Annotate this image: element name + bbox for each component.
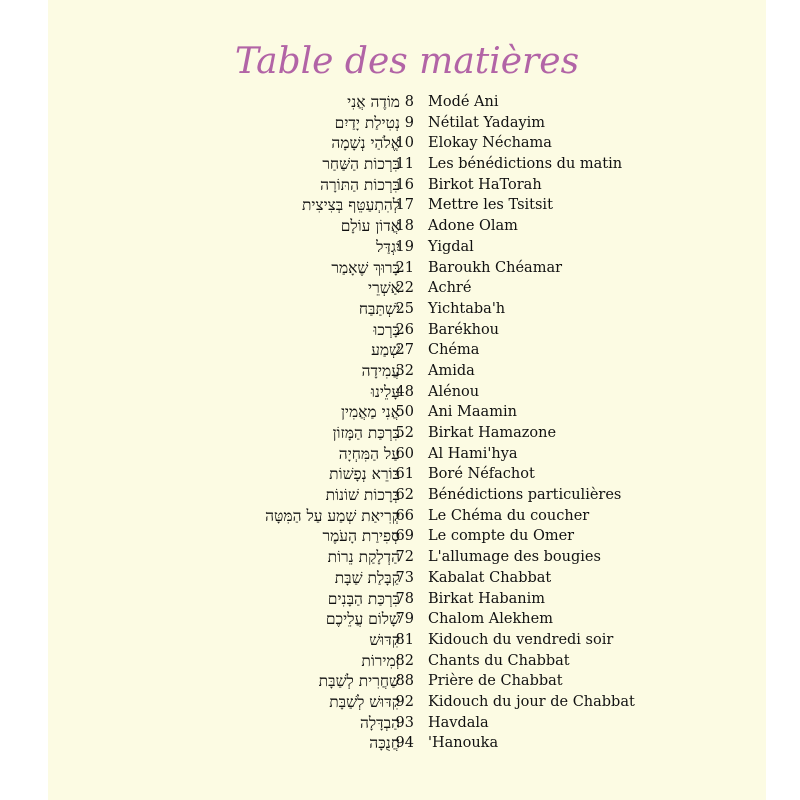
toc-entry [48, 320, 766, 341]
toc-entry [48, 506, 766, 527]
toc-entry-page-number: 32 [395, 362, 414, 379]
toc-entry-page-number: 62 [395, 487, 414, 504]
toc-entry [48, 195, 766, 216]
toc-entry-french-title: Le Chéma du coucher [428, 507, 590, 524]
toc-entry [48, 713, 766, 734]
toc-entry [48, 278, 766, 299]
toc-entry [48, 382, 766, 403]
toc-entry [48, 216, 766, 237]
toc-entry [48, 340, 766, 361]
toc-entry-page-number: 93 [395, 714, 414, 731]
toc-entry [48, 444, 766, 465]
toc-entry [48, 113, 766, 134]
toc-entry-page-number: 22 [395, 280, 414, 297]
toc-entry-french-title: Birkat Habanim [428, 590, 546, 607]
toc-entry [48, 133, 766, 154]
toc-entry-french-title: Yigdal [428, 238, 474, 255]
toc-entry [48, 464, 766, 485]
toc-entry-page-number: 82 [395, 652, 414, 669]
toc-entry-hebrew-title: שַׁחֲרִית לְשַׁבָּת [318, 672, 400, 691]
toc-entry [48, 547, 766, 568]
toc-entry-page-number: 69 [395, 528, 414, 545]
toc-entry-hebrew-title: הַדְלָקַת נֵרוֹת [327, 548, 400, 567]
toc-entry [48, 630, 766, 651]
toc-entry-page-number: 79 [395, 611, 414, 628]
toc-entry-page-number: 88 [395, 673, 414, 690]
toc-entry-french-title: Chéma [428, 342, 480, 359]
toc-entry-french-title: Barékhou [428, 321, 500, 338]
toc-entry-hebrew-title: יִגְדַּל [376, 237, 400, 256]
toc-entry-hebrew-title: בִּרְכַּת הַבָּנִים [327, 589, 400, 608]
toc-entry-hebrew-title: בָּרוּךְ שֶׁאָמַר [331, 258, 400, 277]
toc-entry-page-number: 9 [404, 114, 414, 131]
toc-entry [48, 733, 766, 754]
toc-entry-hebrew-title: הַבְדָּלָה [359, 713, 400, 732]
toc-entry-hebrew-title: אַשְׁרֵי [368, 279, 400, 298]
toc-page [48, 0, 766, 800]
toc-entry-page-number: 61 [395, 466, 414, 483]
toc-entry-page-number: 50 [395, 404, 414, 421]
toc-entry-hebrew-title: חֲנֻכָּה [369, 734, 400, 753]
toc-entry-french-title: L'allumage des bougies [428, 549, 601, 566]
toc-entry-page-number: 60 [395, 445, 414, 462]
toc-entry [48, 361, 766, 382]
toc-entry [48, 692, 766, 713]
toc-entry-page-number: 27 [395, 342, 414, 359]
toc-entry-hebrew-title: סְפִירַת הָעֹמֶר [322, 527, 400, 546]
toc-entry-hebrew-title: עֲמִידָה [361, 361, 400, 380]
toc-entry-page-number: 66 [395, 507, 414, 524]
toc-entry-page-number: 73 [395, 569, 414, 586]
toc-entry-french-title: Adone Olam [428, 218, 518, 235]
toc-entry [48, 175, 766, 196]
toc-entry-french-title: Chalom Alekhem [428, 611, 553, 628]
toc-entry-french-title: Prière de Chabbat [428, 673, 563, 690]
toc-entry-french-title: Baroukh Chéamar [428, 259, 563, 276]
toc-entry-french-title: Birkat Hamazone [428, 425, 557, 441]
toc-entry-french-title: Achré [428, 280, 472, 297]
toc-entry-page-number: 92 [395, 693, 414, 710]
toc-entry [48, 154, 766, 175]
toc-entry-hebrew-title: בִּרְכַּת הַמָּזוֹן [332, 424, 400, 442]
toc-entry-french-title: Birkot HaTorah [428, 176, 542, 193]
toc-entry-page-number: 78 [395, 590, 414, 607]
toc-entry-french-title: Bénédictions particulières [428, 487, 622, 504]
toc-entry-french-title: Yichtaba'h [428, 300, 506, 317]
toc-entry [48, 402, 766, 423]
toc-entry-french-title: Elokay Néchama [428, 135, 552, 152]
toc-entry-french-title: Kabalat Chabbat [428, 569, 552, 586]
toc-entry-french-title: Kidouch du jour de Chabbat [428, 693, 635, 710]
toc-entry-page-number: 11 [395, 156, 414, 173]
toc-entry-page-number: 25 [395, 300, 414, 317]
toc-entry-page-number: 52 [395, 425, 414, 441]
toc-entry [48, 671, 766, 692]
toc-entry [48, 609, 766, 630]
toc-entry [48, 299, 766, 320]
toc-entry-hebrew-title: אֱלֹהַי נְשָׁמָה [331, 134, 400, 153]
toc-entry-hebrew-title: לְהִתְעַטֵּף בְּצִיצִית [301, 196, 400, 215]
toc-entry-hebrew-title: קַבָּלַת שַׁבָּת [334, 568, 400, 587]
toc-entry [48, 526, 766, 547]
toc-entry-page-number: 16 [395, 176, 414, 193]
toc-entry-french-title: Kidouch du vendredi soir [428, 631, 614, 648]
toc-entry-page-number: 18 [395, 218, 414, 235]
toc-entry-hebrew-title: בָּרְכוּ [373, 320, 400, 339]
toc-entry-hebrew-title: בּוֹרֵא נְפָשׁוֹת [329, 465, 400, 484]
toc-entry-hebrew-title: אֲדוֹן עוֹלָם [340, 217, 400, 236]
toc-entry [48, 237, 766, 258]
toc-entry-french-title: Al Hami'hya [428, 445, 518, 462]
toc-entry-hebrew-title: שְׁמַע [371, 341, 400, 360]
toc-entry-page-number: 19 [395, 238, 414, 255]
toc-entry-hebrew-title: עָלֵינוּ [370, 382, 400, 401]
toc-entry-hebrew-title: בִּרְכוֹת הַתּוֹרָה [320, 175, 400, 194]
toc-entry [48, 485, 766, 506]
toc-entry-hebrew-title: יִשְׁתַּבַּח [358, 299, 400, 318]
toc-entry-hebrew-title: מוֹדֶה אֲנִי [347, 93, 400, 111]
toc-entry-page-number: 72 [395, 549, 414, 566]
toc-entry [48, 92, 766, 113]
toc-entry-french-title: 'Hanouka [428, 735, 499, 752]
page-title: Table des matières [234, 41, 580, 82]
toc-entry-french-title: Alénou [428, 383, 480, 400]
toc-entry [48, 651, 766, 672]
toc-entry-page-number: 94 [395, 735, 414, 752]
toc-entry [48, 423, 766, 444]
toc-entry-page-number: 26 [395, 321, 414, 338]
toc-entry-french-title: Les bénédictions du matin [428, 156, 623, 173]
toc-entry [48, 589, 766, 610]
toc-entry-french-title: Modé Ani [428, 94, 499, 110]
toc-entry-french-title: Chants du Chabbat [428, 652, 570, 669]
toc-entry-french-title: Ani Maamin [428, 404, 517, 421]
toc-entry [48, 258, 766, 279]
toc-entry-hebrew-title: נְטִילַת יָדַיִם [334, 113, 400, 132]
toc-entry-french-title: Mettre les Tsitsit [428, 197, 553, 214]
toc-entry-page-number: 21 [395, 259, 414, 276]
toc-entry-page-number: 10 [395, 135, 414, 152]
toc-entry-hebrew-title: עַל הַמִּחְיָה [338, 444, 400, 463]
toc-entry-hebrew-title: זְמִירוֹת [361, 651, 400, 670]
toc-entry-french-title: Amida [428, 362, 475, 379]
toc-entry-french-title: Nétilat Yadayim [428, 114, 546, 131]
toc-entry-page-number: 8 [404, 94, 414, 110]
toc-entry-hebrew-title: קִדּוּשׁ [369, 630, 400, 649]
toc-entry-hebrew-title: בִּרְכוֹת הַשַּׁחַר [322, 155, 400, 174]
toc-entry-hebrew-title: בְּרָכוֹת שׁוֹנוֹת [325, 486, 400, 505]
toc-entry-french-title: Le compte du Omer [428, 528, 575, 545]
toc-entry-french-title: Boré Néfachot [428, 466, 535, 483]
toc-entry-french-title: Havdala [428, 714, 489, 731]
toc-entry-hebrew-title: אֲנִי מַאֲמִין [340, 403, 400, 422]
toc-list [48, 92, 766, 754]
toc-entry-page-number: 48 [395, 383, 414, 400]
toc-entry [48, 568, 766, 589]
toc-entry-hebrew-title: קִדּוּשׁ לְשַׁבָּת [329, 692, 400, 711]
toc-entry-hebrew-title: קְרִיאַת שְׁמַע עַל הַמִּטָּה [265, 506, 400, 525]
toc-entry-hebrew-title: שָׁלוֹם עֲלֵיכֶם [325, 610, 400, 629]
toc-entry-page-number: 81 [395, 631, 414, 648]
toc-entry-page-number: 17 [395, 197, 414, 214]
